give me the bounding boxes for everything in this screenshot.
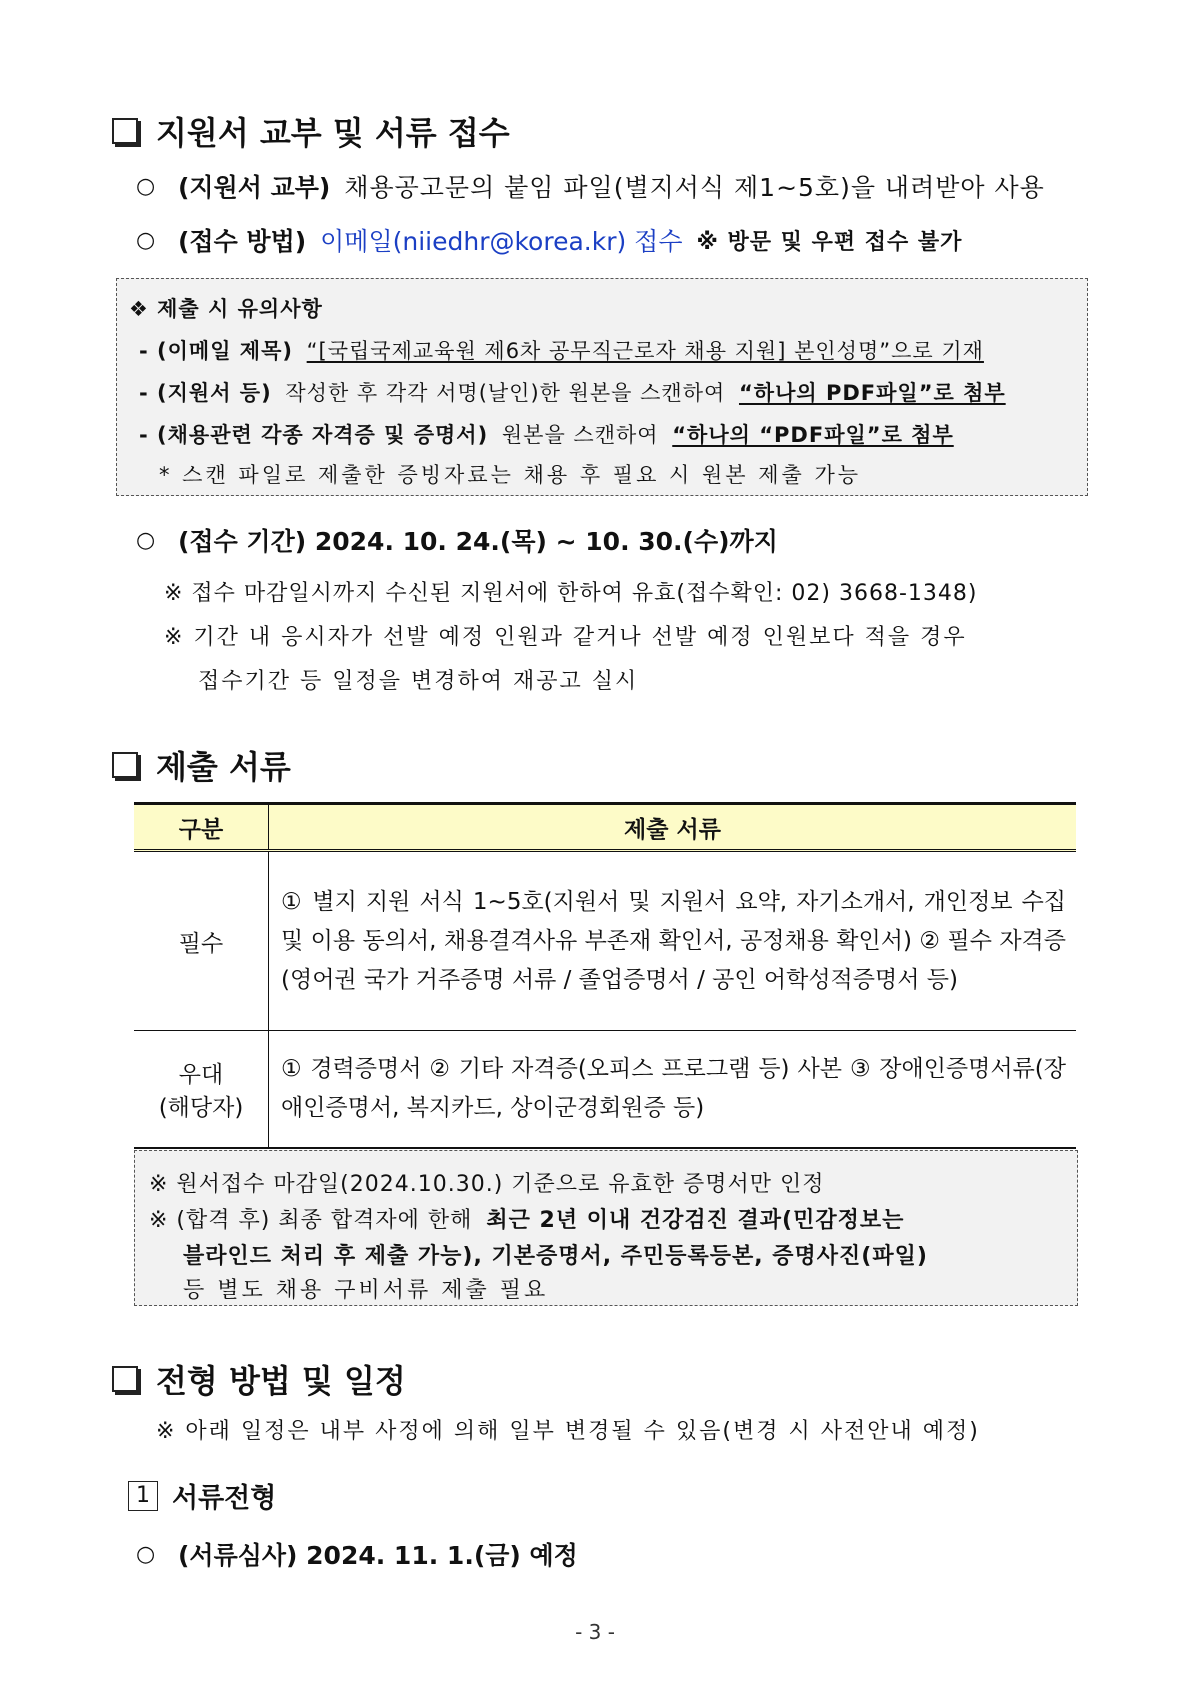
table-cell-content: ① 별지 지원 서식 1~5호(지원서 및 지원서 요약, 자기소개서, 개인정보 수집 및 이용 동의서, 채용결격사유 부존재 확인서, 공정채용 확인서) ② 필수 자격증(영어권 국가 거주증명 서류 / 졸업증명서 / 공인 어학성적증명서 등)	[269, 851, 1077, 1031]
table-header-documents: 제출 서류	[269, 804, 1077, 851]
bullet-step1	[136, 1536, 578, 1572]
table-cell-category: 필수	[134, 851, 269, 1031]
table-row	[134, 851, 1076, 1031]
notice-title: ❖ 제출 시 유의사항	[129, 297, 323, 321]
bullet-method	[136, 222, 962, 258]
square-bullet-icon	[112, 1366, 138, 1392]
step-number-box: 1	[128, 1481, 158, 1511]
bullet-distribution	[136, 168, 1045, 204]
square-bullet-icon	[112, 752, 138, 778]
period-note-1: ※ 접수 마감일시까지 수신된 지원서에 한하여 유효(접수확인: 02) 3668-1348)	[164, 581, 978, 606]
schedule-note: ※ 아래 일정은 내부 사정에 의해 일부 변경될 수 있음(변경 시 사전안내 예정)	[156, 1419, 980, 1444]
documents-table	[134, 802, 1076, 1149]
doc-note-2: ※ (합격 후) 최종 합격자에 한해 최근 2년 이내 건강검진 결과(민감정보는	[149, 1208, 905, 1233]
table-row	[134, 1031, 1076, 1149]
circle-bullet-icon: ○	[136, 173, 156, 199]
section-title-application: 지원서 교부 및 서류 접수	[112, 108, 510, 154]
notice-item-4: * 스캔 파일로 제출한 증빙자료는 채용 후 필요 시 원본 제출 가능	[159, 463, 862, 487]
step1-text: (서류심사) 2024. 11. 1.(금) 예정	[178, 1541, 578, 1570]
circle-bullet-icon: ○	[136, 227, 156, 253]
table-cell-content: ① 경력증명서 ② 기타 자격증(오피스 프로그램 등) 사본 ③ 장애인증명서류(장애인증명서, 복지카드, 상이군경회원증 등)	[269, 1031, 1077, 1149]
circle-bullet-icon: ○	[136, 1541, 156, 1567]
notice-item-1: - (이메일 제목) “[국립국제교육원 제6차 공무직근로자 채용 지원] 본인성명”으로 기재	[139, 339, 984, 363]
notice-item-3: - (채용관련 각종 자격증 및 증명서) 원본을 스캔하여 “하나의 “PDF파일”로 첨부	[139, 423, 954, 447]
notice-item-2: - (지원서 등) 작성한 후 각각 서명(날인)한 원본을 스캔하여 “하나의 PDF파일”로 첨부	[139, 381, 1006, 405]
method-email: 이메일(niiedhr@korea.kr) 접수	[320, 227, 683, 256]
circle-bullet-icon: ○	[136, 527, 156, 553]
step-title: 서류전형	[172, 1483, 277, 1514]
notice-box	[116, 278, 1088, 496]
bullet-period	[136, 522, 778, 558]
method-note: ※ 방문 및 우편 접수 불가	[696, 229, 963, 255]
square-bullet-icon	[112, 118, 138, 144]
period-note-2-line2: 접수기간 등 일정을 변경하여 재공고 실시	[198, 669, 639, 694]
doc-note-1: ※ 원서접수 마감일(2024.10.30.) 기준으로 유효한 증명서만 인정	[149, 1172, 825, 1197]
doc-note-2-line3: 등 별도 채용 구비서류 제출 필요	[183, 1278, 549, 1303]
period-note-2-line1: ※ 기간 내 응시자가 선발 예정 인원과 같거나 선발 예정 인원보다 적을 경우	[164, 625, 967, 650]
section-title-schedule: 전형 방법 및 일정	[112, 1356, 406, 1402]
document-notes-box	[134, 1150, 1078, 1306]
distribution-text: 채용공고문의 붙임 파일(별지서식 제1~5호)을 내려받아 사용	[344, 173, 1045, 202]
period-label: (접수 기간) 2024. 10. 24.(목) ~ 10. 30.(수)까지	[178, 527, 778, 556]
table-header-row	[134, 804, 1076, 851]
doc-note-2-line2: 블라인드 처리 후 제출 가능), 기본증명서, 주민등록등본, 증명사진(파일)	[183, 1244, 928, 1269]
page-number: - 3 -	[575, 1620, 615, 1644]
step-heading	[128, 1476, 276, 1515]
table-cell-category: 우대 (해당자)	[134, 1031, 269, 1149]
section-title-documents: 제출 서류	[112, 742, 291, 788]
method-label: (접수 방법)	[178, 227, 307, 256]
distribution-label: (지원서 교부)	[178, 173, 331, 202]
table-header-category: 구분	[134, 804, 269, 851]
